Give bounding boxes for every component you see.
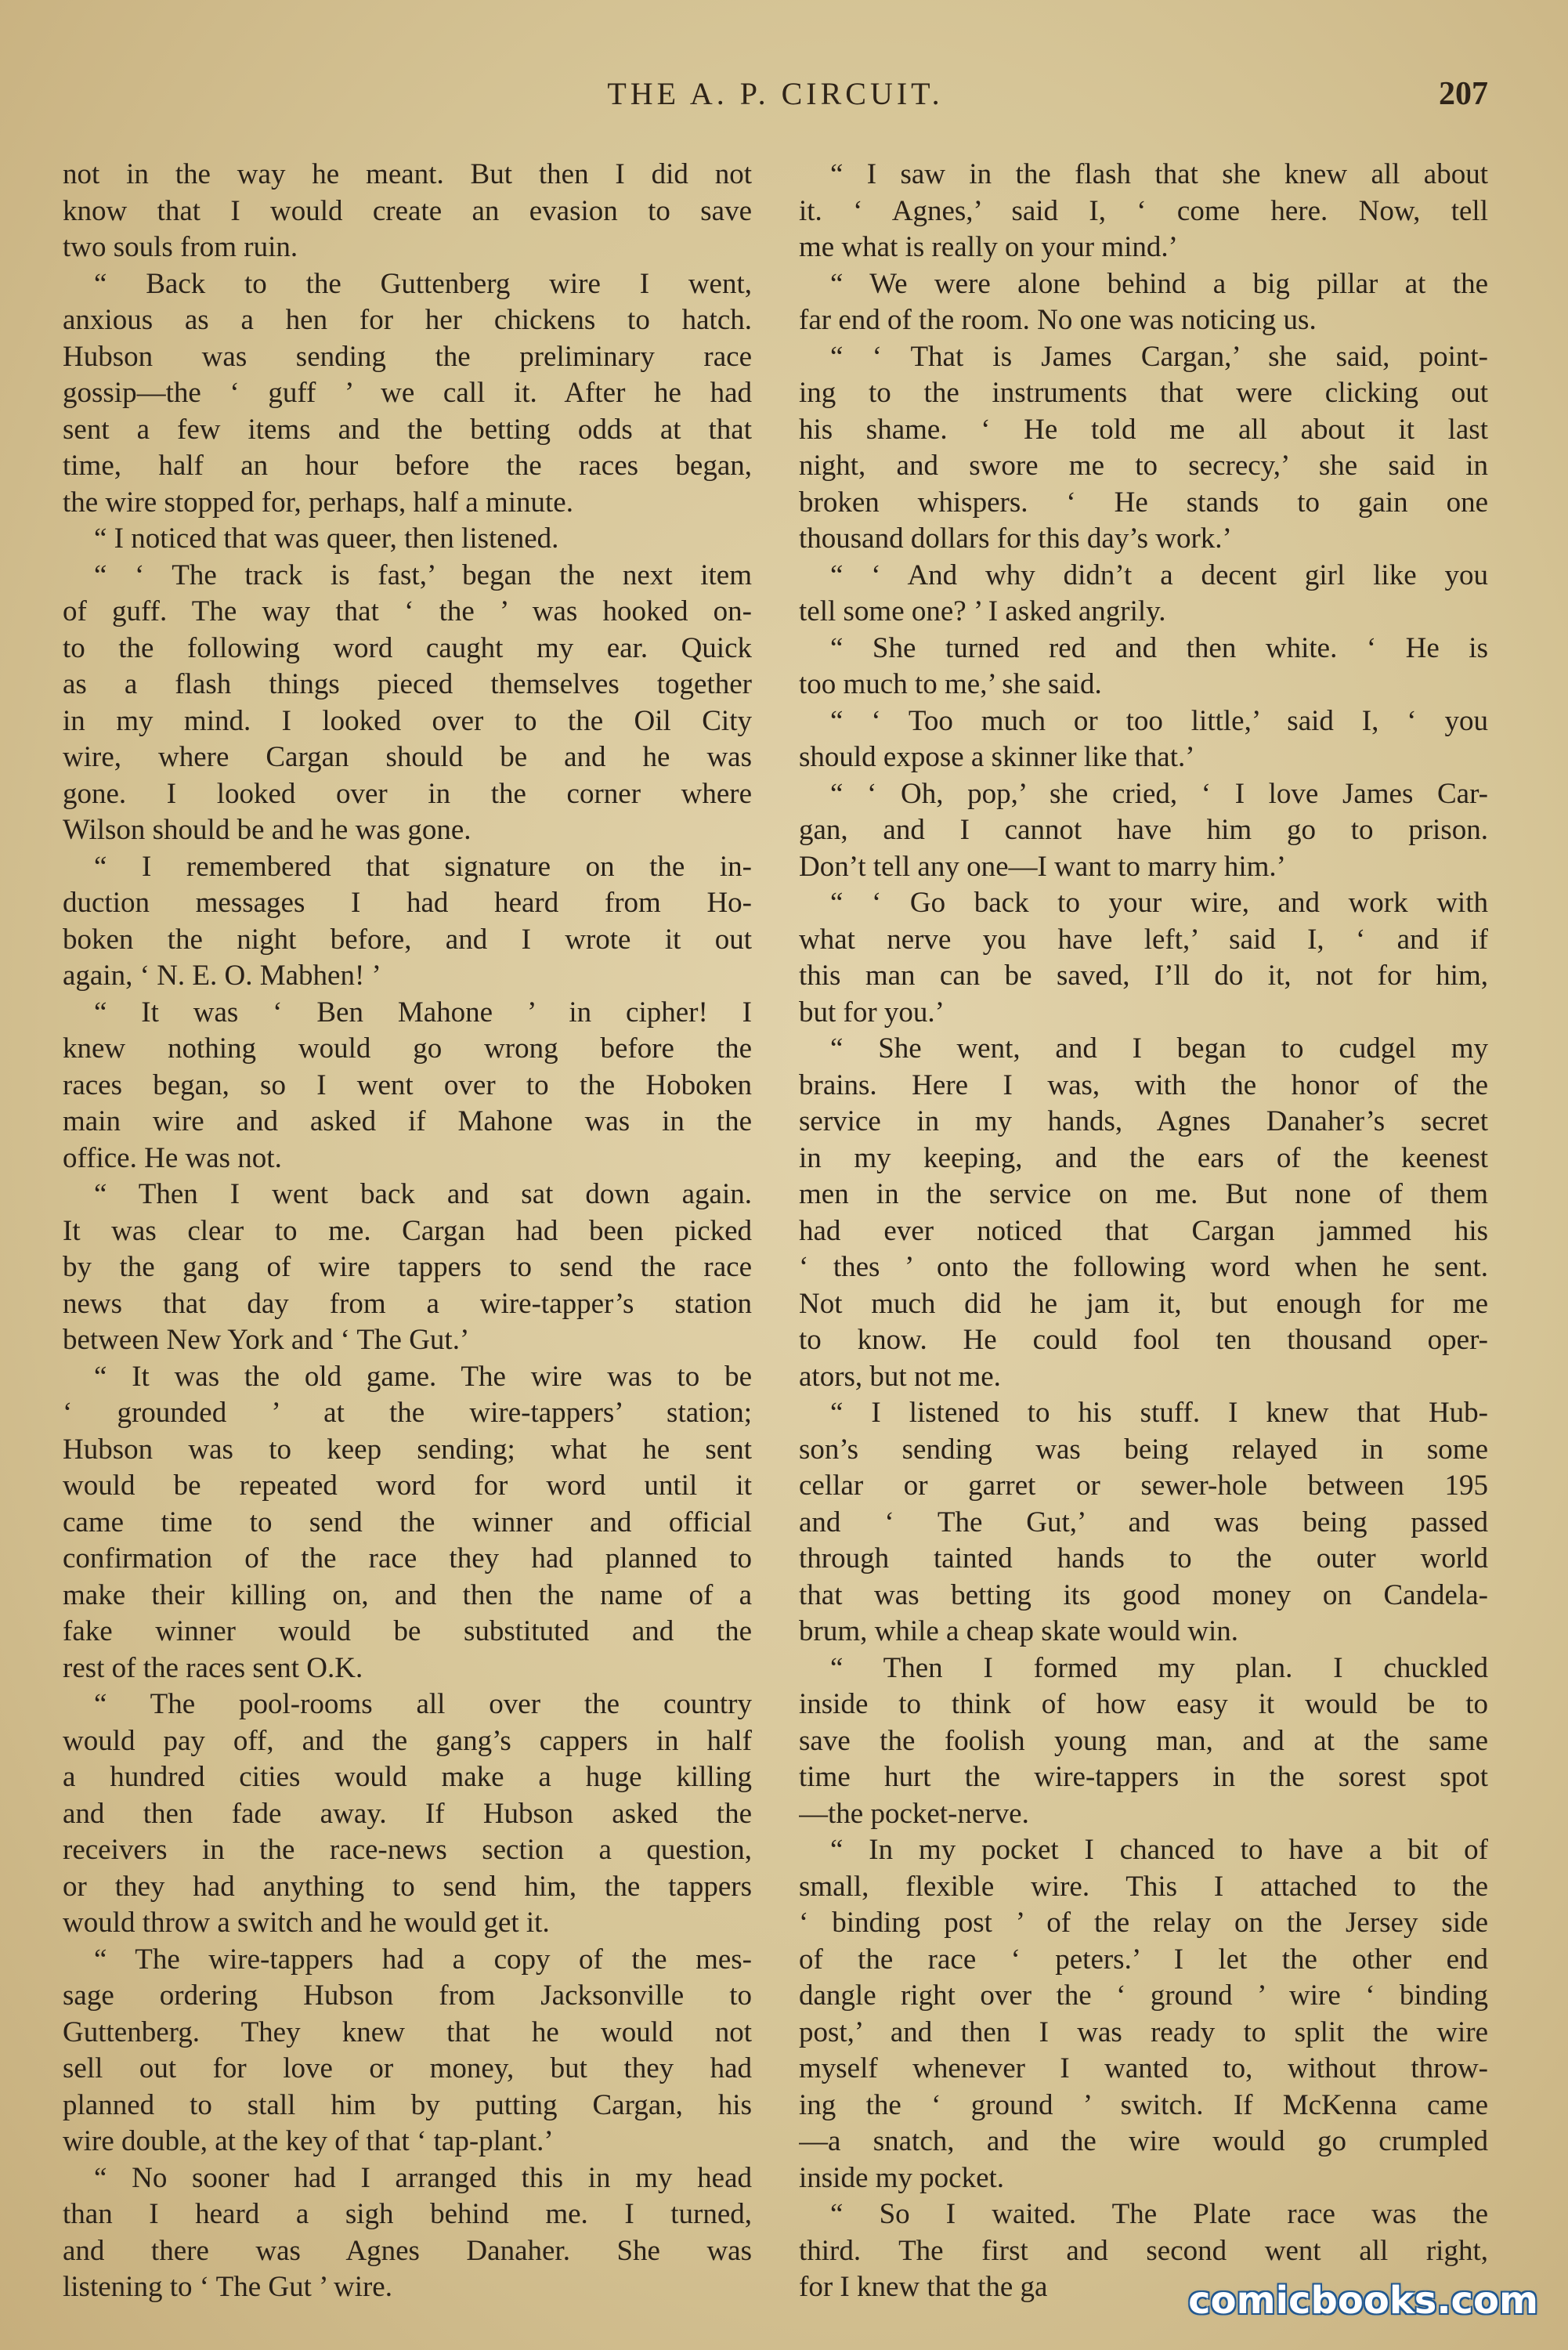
text-line: “ It was ‘ Ben Mahone ’ in cipher! I [94,996,752,1029]
text-line: son’s sending was being relayed in some [799,1433,1488,1466]
text-line: “ The pool-rooms all over the country [94,1688,752,1720]
text-line: main wire and asked if Mahone was in the [63,1105,752,1137]
text-line: brains. Here I was, with the honor of the [799,1068,1488,1101]
text-line: tell some one? ’ I asked angrily. [799,595,1166,627]
text-line: office. He was not. [63,1141,282,1174]
text-line: “ She turned red and then white. ‘ He is [830,631,1488,664]
text-line: in my keeping, and the ears of the keenest [799,1141,1488,1174]
text-line: “ Back to the Guttenberg wire I went, [94,267,752,300]
text-line: inside to think of how easy it would be to [799,1688,1488,1720]
running-title: THE A. P. CIRCUIT. [607,76,944,111]
text-line: to the following word caught my ear. Quick [63,631,752,664]
text-line: “ ‘ Go back to your wire, and work with [830,887,1488,919]
text-line: wire, where Cargan should be and he was [63,741,752,773]
text-line: make their killing on, and then the name of a [63,1578,752,1611]
text-line: “ No sooner had I arranged this in my head [94,2161,752,2194]
text-line: Wilson should be and he was gone. [63,814,471,846]
text-line: again, ‘ N. E. O. Mabhen! ’ [63,960,381,992]
text-line: wire double, at the key of that ‘ tap-plant.’ [63,2125,554,2157]
text-line: “ ‘ Oh, pop,’ she cried, ‘ I love James Car- [830,777,1488,810]
text-line: should expose a skinner like that.’ [799,741,1195,773]
text-line: receivers in the race-news section a question, [63,1834,752,1866]
text-line: planned to stall him by putting Cargan, his [63,2088,752,2121]
text-line: “ ‘ Too much or too little,’ said I, ‘ you [830,704,1488,737]
text-line: far end of the room. No one was noticing us. [799,304,1317,336]
text-line: “ I noticed that was queer, then listened. [94,522,559,555]
text-line: “ She went, and I began to cudgel my [830,1032,1488,1065]
left-column [63,157,752,2306]
text-line: his shame. ‘ He told me all about it last [799,413,1488,446]
text-line: ‘ thes ’ onto the following word when he sent. [799,1251,1488,1283]
text-line: sage ordering Hubson from Jacksonville to [63,1979,752,2012]
text-line: brum, while a cheap skate would win. [799,1615,1239,1647]
text-line: fake winner would be substituted and the [63,1615,752,1647]
text-line: “ In my pocket I chanced to have a bit of [830,1834,1488,1866]
text-line: the wire stopped for, perhaps, half a minute. [63,486,573,519]
text-line: save the foolish young man, and at the same [799,1724,1488,1757]
text-line: “ ‘ And why didn’t a decent girl like you [830,559,1488,591]
right-column [799,157,1488,2306]
text-line: of guff. The way that ‘ the ’ was hooked on- [63,595,752,627]
text-line: races began, so I went over to the Hoboken [63,1068,752,1101]
text-line: cellar or garret or sewer-hole between 195 [799,1470,1488,1502]
text-line: post,’ and then I was ready to split the wire [799,2016,1488,2048]
watermark-logo: comicbooks.com [1188,2279,1538,2323]
text-line: as a flash things pieced themselves together [63,668,752,700]
text-line: what nerve you have left,’ said I, ‘ and if [799,923,1488,956]
text-line: me what is really on your mind.’ [799,231,1178,263]
text-line: and ‘ The Gut,’ and was being passed [799,1506,1488,1538]
text-line: this man can be saved, I’ll do it, not for him, [799,960,1488,992]
text-line: small, flexible wire. This I attached to the [799,1870,1488,1903]
text-line: it. ‘ Agnes,’ said I, ‘ come here. Now, tell [799,194,1488,227]
text-line: ing to the instruments that were clicking out [799,377,1488,409]
text-line: “ Then I formed my plan. I chuckled [830,1651,1488,1684]
text-line: know that I would create an evasion to save [63,194,752,227]
text-line: duction messages I had heard from Ho- [63,887,752,919]
text-line: news that day from a wire-tapper’s station [63,1287,752,1320]
text-line: night, and swore me to secrecy,’ she said in [799,450,1488,482]
text-line: but for you.’ [799,996,945,1029]
text-line: Guttenberg. They knew that he would not [63,2016,752,2048]
text-line: gan, and I cannot have him go to prison. [799,814,1488,846]
page-header [63,75,1488,122]
text-line: “ Then I went back and sat down again. [94,1178,752,1210]
text-line: not in the way he meant. But then I did not [63,158,752,190]
text-line: time, half an hour before the races began, [63,450,752,482]
text-line: “ So I waited. The Plate race was the [830,2198,1488,2230]
text-line: “ It was the old game. The wire was to be [94,1360,752,1393]
text-line: myself whenever I wanted to, without throw- [799,2052,1488,2084]
text-line: by the gang of wire tappers to send the race [63,1251,752,1283]
text-line: and then fade away. If Hubson asked the [63,1797,752,1830]
text-line: would pay off, and the gang’s cappers in half [63,1724,752,1757]
text-line: boken the night before, and I wrote it out [63,923,752,956]
text-line: broken whispers. ‘ He stands to gain one [799,486,1488,519]
text-line: came time to send the winner and official [63,1506,752,1538]
text-line: “ I saw in the flash that she knew all about [830,158,1488,190]
text-line: “ ‘ That is James Cargan,’ she said, point- [830,340,1488,373]
text-line: than I heard a sigh behind me. I turned, [63,2198,752,2230]
text-line: dangle right over the ‘ ground ’ wire ‘ binding [799,1979,1488,2012]
text-line: time hurt the wire-tappers in the sorest spot [799,1761,1488,1793]
text-line: “ We were alone behind a big pillar at the [830,267,1488,300]
text-line: “ I listened to his stuff. I knew that Hub- [830,1397,1488,1429]
text-line: knew nothing would go wrong before the [63,1032,752,1065]
text-line: or they had anything to send him, the tappers [63,1870,752,1903]
text-line: It was clear to me. Cargan had been picked [63,1214,752,1247]
text-line: ‘ binding post ’ of the relay on the Jersey side [799,1907,1488,1939]
text-line: ‘ grounded ’ at the wire-tappers’ station; [63,1397,752,1429]
text-line: ators, but not me. [799,1360,1001,1393]
text-line: gossip—the ‘ guff ’ we call it. After he had [63,377,752,409]
text-line: men in the service on me. But none of them [799,1178,1488,1210]
text-line: had ever noticed that Cargan jammed his [799,1214,1488,1247]
text-line: of the race ‘ peters.’ I let the other end [799,1943,1488,1976]
text-line: too much to me,’ she said. [799,668,1102,700]
text-line: sell out for love or money, but they had [63,2052,752,2084]
page-number: 207 [1439,76,1488,112]
text-line: listening to ‘ The Gut ’ wire. [63,2271,392,2303]
text-line: would throw a switch and he would get it. [63,1907,550,1939]
text-line: thousand dollars for this day’s work.’ [799,522,1232,555]
text-line: anxious as a hen for her chickens to hatch. [63,304,752,336]
text-line: —a snatch, and the wire would go crumpled [799,2125,1488,2157]
text-line: through tainted hands to the outer world [799,1542,1488,1574]
text-line: would be repeated word for word until it [63,1470,752,1502]
text-line: gone. I looked over in the corner where [63,777,752,810]
text-line: “ I remembered that signature on the in- [94,850,752,883]
text-line: ing the ‘ ground ’ switch. If McKenna came [799,2088,1488,2121]
text-line: Hubson was to keep sending; what he sent [63,1433,752,1466]
text-line: —the pocket-nerve. [799,1797,1029,1830]
text-line: Don’t tell any one—I want to marry him.’ [799,850,1287,883]
text-line: rest of the races sent O.K. [63,1651,363,1684]
text-line: for I knew that the ga [799,2271,1048,2303]
text-line: Not much did he jam it, but enough for me [799,1287,1488,1320]
text-line: inside my pocket. [799,2161,1005,2194]
text-line: and there was Agnes Danaher. She was [63,2234,752,2267]
text-line: Hubson was sending the preliminary race [63,340,752,373]
text-line: two souls from ruin. [63,231,298,263]
text-line: “ ‘ The track is fast,’ began the next item [94,559,752,591]
text-line: third. The first and second went all right, [799,2234,1488,2267]
text-line: service in my hands, Agnes Danaher’s secret [799,1105,1488,1137]
text-line: in my mind. I looked over to the Oil City [63,704,752,737]
text-line: “ The wire-tappers had a copy of the mes- [94,1943,752,1976]
text-line: a hundred cities would make a huge killing [63,1761,752,1793]
text-line: confirmation of the race they had planned to [63,1542,752,1574]
text-line: to know. He could fool ten thousand oper- [799,1324,1488,1356]
text-line: that was betting its good money on Candela- [799,1578,1488,1611]
text-line: between New York and ‘ The Gut.’ [63,1324,470,1356]
text-line: sent a few items and the betting odds at that [63,413,752,446]
